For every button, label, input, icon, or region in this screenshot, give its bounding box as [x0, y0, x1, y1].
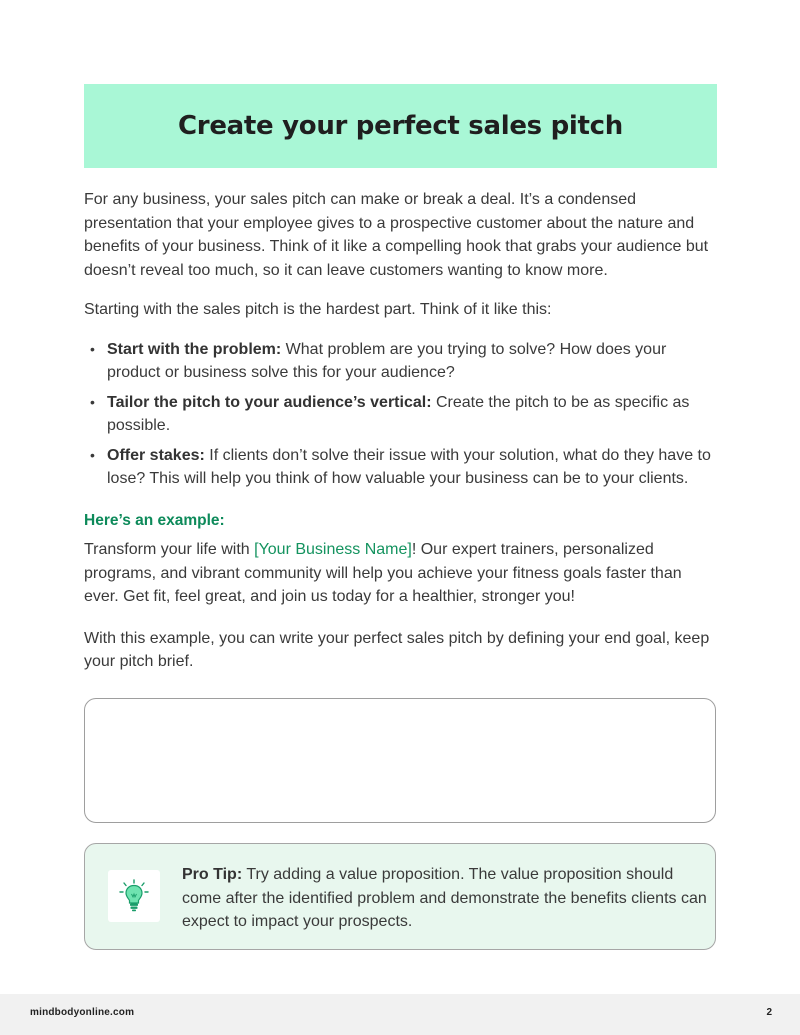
bullet-icon: •	[90, 446, 95, 463]
bullet-text: What problem are you trying to solve? How does your product or business solve this for your audience?	[107, 340, 667, 381]
business-name-placeholder: [Your Business Name]	[254, 541, 412, 558]
tips-list	[84, 338, 720, 491]
pro-tip-label: Pro Tip:	[182, 866, 243, 883]
list-item	[84, 391, 720, 438]
closing-paragraph: With this example, you can write your perfect sales pitch by defining your end goal, keep your pitch brief.	[84, 629, 710, 670]
bullet-icon: •	[90, 393, 95, 410]
example-paragraph	[84, 538, 720, 609]
main-content	[84, 188, 720, 674]
bullet-icon: •	[90, 340, 95, 357]
bullet-text: Create the pitch to be as specific as possible.	[107, 393, 690, 434]
bullet-text: If clients don’t solve their issue with your solution, what do they have to lose? This will help you think of how valuable your business can be to your clients.	[107, 446, 711, 487]
bullet-lead: Start with the problem:	[107, 340, 282, 358]
example-text-after: ! Our expert trainers, personalized programs, and vibrant community will help you achieve your fitness goals faster than ever. Get fit, feel great, and join us today for a healthier, stronger you!	[84, 541, 682, 605]
title-banner	[84, 84, 717, 168]
footer-site: mindbodyonline.com	[30, 1007, 135, 1018]
pro-tip-box	[84, 843, 716, 950]
list-item	[84, 338, 720, 385]
answer-text-box[interactable]	[84, 698, 716, 823]
page-title: Create your perfect sales pitch	[178, 111, 623, 141]
bullet-lead: Tailor the pitch to your audience’s vertical:	[107, 393, 432, 411]
starting-paragraph: Starting with the sales pitch is the hardest part. Think of it like this:	[84, 301, 552, 318]
pro-tip-text	[182, 863, 707, 934]
list-item	[84, 444, 720, 491]
lightbulb-icon	[108, 870, 160, 922]
bullet-lead: Offer stakes:	[107, 446, 205, 464]
example-heading: Here’s an example:	[84, 511, 225, 529]
page-number: 2	[766, 1007, 772, 1018]
page-footer	[0, 994, 800, 1035]
pro-tip-body: Try adding a value proposition. The value proposition should come after the identified problem and demonstrate the benefits clients can expect to impact your prospects.	[182, 866, 707, 930]
intro-paragraph: For any business, your sales pitch can make or break a deal. It’s a condensed presentation that your employee gives to a prospective customer about the nature and benefits of your business. Think of it like a compelling hook that grabs your audience but doesn’t reveal too much, so it can leave customers wanting to know more.	[84, 191, 709, 279]
example-text-before: Transform your life with	[84, 541, 255, 558]
